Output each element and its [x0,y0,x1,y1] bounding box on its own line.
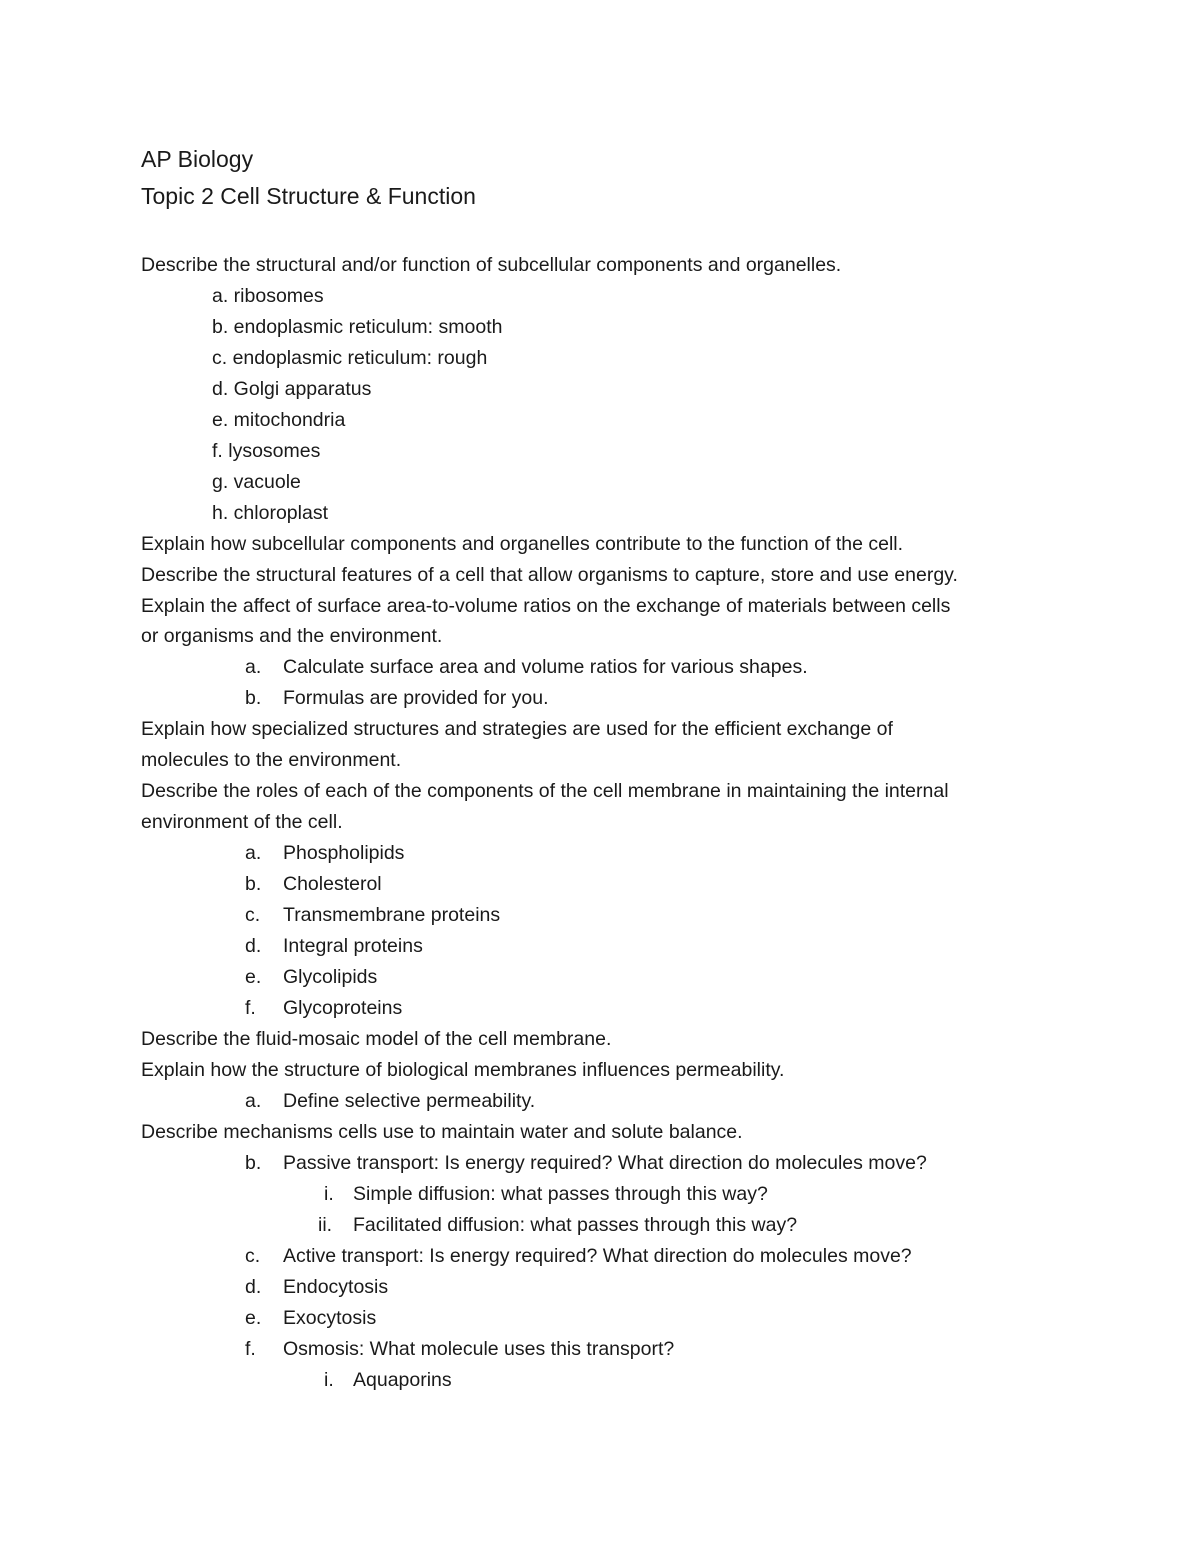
objective-fluid-mosaic: Describe the fluid-mosaic model of the cell membrane. [141,1028,612,1050]
list-item: d. Golgi apparatus [212,378,372,400]
topic-title: Topic 2 Cell Structure & Function [141,183,476,209]
list-item: Glycoproteins [283,997,403,1019]
list-item: Phospholipids [283,842,405,864]
list-marker: c. [245,904,261,926]
list-item: Integral proteins [283,935,423,957]
list-marker: i. [324,1183,334,1205]
list-item: Osmosis: What molecule uses this transport? [283,1338,675,1360]
list-marker: d. [245,935,262,957]
list-marker: i. [324,1369,334,1391]
list-item: Simple diffusion: what passes through this way? [353,1183,768,1205]
list-item: Exocytosis [283,1307,377,1329]
objective-surface-area-line1: Explain the affect of surface area-to-volume ratios on the exchange of materials between cells [141,595,951,617]
objective-surface-area-line2: or organisms and the environment. [141,625,443,647]
list-marker: b. [245,873,262,895]
list-item: Facilitated diffusion: what passes through this way? [353,1214,798,1236]
list-item: Aquaporins [353,1369,452,1391]
list-marker: ii. [318,1214,333,1236]
list-item: Define selective permeability. [283,1090,536,1112]
list-item: g. vacuole [212,471,301,493]
objective-permeability: Explain how the structure of biological membranes influences permeability. [141,1059,785,1081]
list-item: e. mitochondria [212,409,346,431]
list-marker: e. [245,1307,262,1329]
objective-water-solute-balance: Describe mechanisms cells use to maintain water and solute balance. [141,1121,743,1143]
list-marker: b. [245,687,262,709]
list-item: h. chloroplast [212,502,328,524]
list-marker: a. [245,842,262,864]
list-item: Transmembrane proteins [283,904,501,926]
list-marker: d. [245,1276,262,1298]
objective-organelle-contribution: Explain how subcellular components and organelles contribute to the function of the cell. [141,533,904,555]
list-marker: f. [245,1338,256,1360]
list-item: Active transport: Is energy required? What direction do molecules move? [283,1245,912,1267]
list-item: c. endoplasmic reticulum: rough [212,347,488,369]
list-marker: e. [245,966,262,988]
list-item: f. lysosomes [212,440,321,462]
list-item: Calculate surface area and volume ratios for various shapes. [283,656,808,678]
list-item: Cholesterol [283,873,382,895]
objective-specialized-structures-line2: molecules to the environment. [141,749,402,771]
list-item: Passive transport: Is energy required? What direction do molecules move? [283,1152,927,1174]
list-item: b. endoplasmic reticulum: smooth [212,316,503,338]
objective-subcellular-components: Describe the structural and/or function of subcellular components and organelles. [141,254,842,276]
objective-energy-features: Describe the structural features of a cell that allow organisms to capture, store and use energy. [141,564,958,586]
list-item: a. ribosomes [212,285,324,307]
list-marker: b. [245,1152,262,1174]
list-marker: a. [245,1090,262,1112]
list-marker: f. [245,997,256,1019]
objective-membrane-components-line1: Describe the roles of each of the components of the cell membrane in maintaining the internal [141,780,949,802]
list-marker: c. [245,1245,261,1267]
list-item: Glycolipids [283,966,378,988]
list-item: Formulas are provided for you. [283,687,549,709]
course-title: AP Biology [141,146,254,172]
list-marker: a. [245,656,262,678]
objective-specialized-structures-line1: Explain how specialized structures and strategies are used for the efficient exchange of [141,718,893,740]
objective-membrane-components-line2: environment of the cell. [141,811,343,833]
list-item: Endocytosis [283,1276,389,1298]
